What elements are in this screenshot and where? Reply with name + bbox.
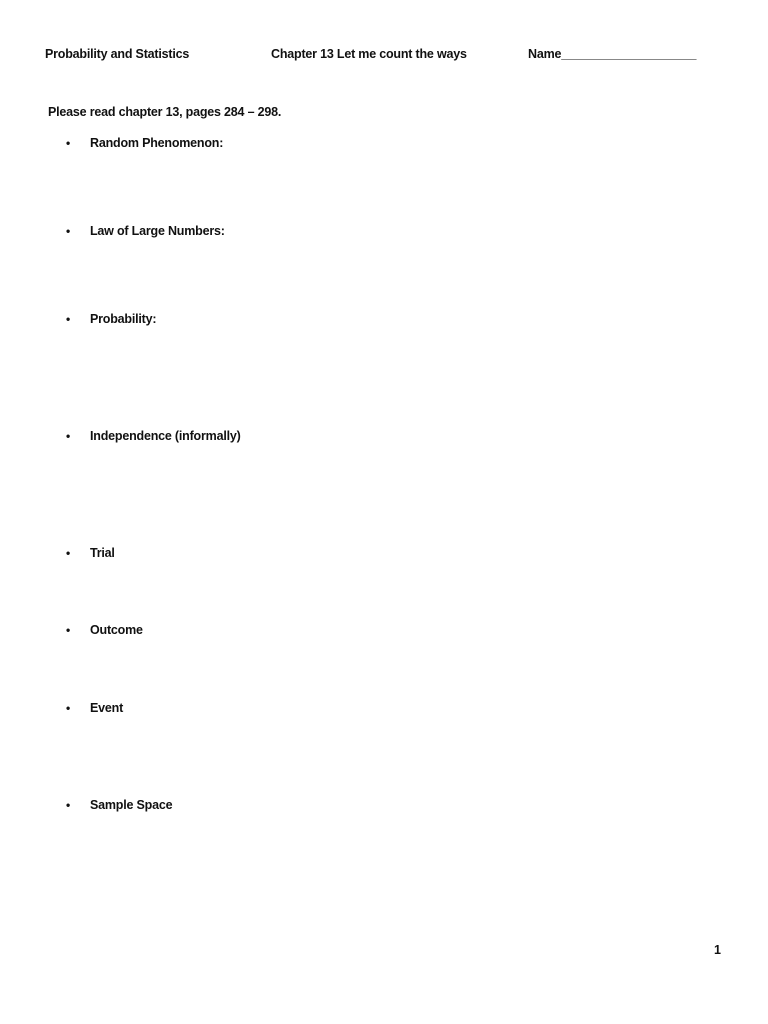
term-random-phenomenon: [66, 134, 223, 152]
term-label: Event: [90, 701, 124, 715]
page-number: 1: [714, 943, 721, 957]
bullet-icon: •: [66, 701, 71, 715]
term-label: Random Phenomenon:: [90, 136, 224, 150]
term-label: Law of Large Numbers:: [90, 224, 225, 238]
bullet-icon: •: [66, 798, 71, 812]
reading-instructions: Please read chapter 13, pages 284 – 298.: [48, 105, 282, 119]
term-label: Independence (informally): [90, 429, 241, 443]
bullet-icon: •: [66, 224, 71, 238]
term-label: Outcome: [90, 623, 143, 637]
term-trial: [66, 544, 115, 562]
bullet-icon: •: [66, 623, 71, 637]
term-independence: [66, 427, 241, 445]
term-probability: [66, 310, 156, 328]
term-outcome: [66, 621, 143, 639]
bullet-icon: •: [66, 546, 71, 560]
term-sample-space: [66, 796, 172, 814]
bullet-icon: •: [66, 429, 71, 443]
term-event: [66, 699, 123, 717]
term-law-of-large-numbers: [66, 222, 225, 240]
term-label: Sample Space: [90, 798, 173, 812]
chapter-title: Chapter 13 Let me count the ways: [271, 47, 467, 61]
term-label: Probability:: [90, 312, 157, 326]
term-label: Trial: [90, 546, 115, 560]
bullet-icon: •: [66, 312, 71, 326]
course-title: Probability and Statistics: [45, 47, 190, 61]
bullet-icon: •: [66, 136, 71, 150]
name-field: Name____________________: [528, 47, 697, 61]
